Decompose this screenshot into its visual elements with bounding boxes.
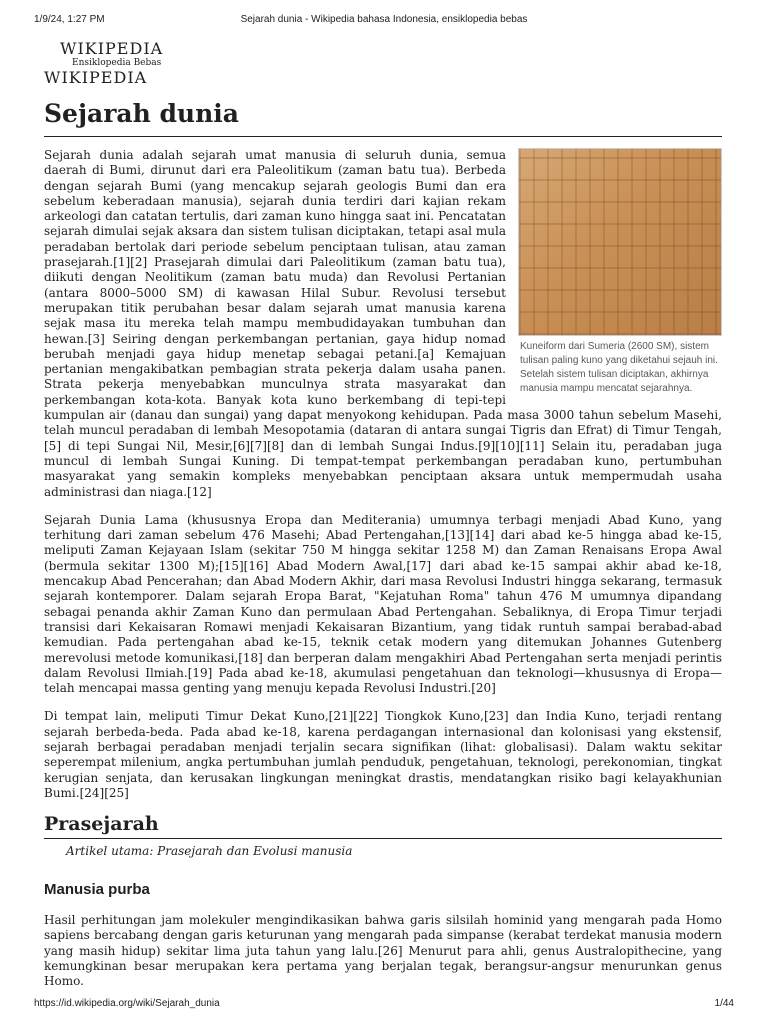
article-paragraph-3: Di tempat lain, meliputi Timur Dekat Kuno,[21][22] Tiongkok Kuno,[23] dan India Kuno, terjadi rentang sejarah berbeda-beda. Pada abad ke-18, karena perdagangan internasional dan kolonisasi yang ekstensif, sejarah berbagai peradaban menjadi terjalin secara signifikan (lihat: globalisasi). Dalam waktu sekitar seperempat milenium, angka pertumbuhan jumlah penduduk, pengetahuan, teknologi, perekonomian, tingkat kerugian senjata, dan kerusakan lingkungan meningkat drastis, mendatangkan risiko bagi kelayakhunian Bumi.[24][25]: [44, 709, 722, 800]
print-url[interactable]: https://id.wikipedia.org/wiki/Sejarah_dunia: [34, 998, 220, 1009]
section-paragraph: Hasil perhitungan jam molekuler mengindikasikan bahwa garis silsilah hominid yang mengarah pada Homo sapiens bercabang dengan garis keturunan yang mengarah pada simpanse (kerabat terdekat manusia modern yang masih hidup) sekitar lima juta tahun yang lalu.[26] Menurut para ahli, genus Australopithecine, yang kemungkinan besar merupakan kera pertama yang berjalan tegak, berangsur-angsur menurunkan genus Homo.: [44, 913, 722, 989]
subsection-heading-manusia-purba: Manusia purba: [44, 881, 150, 898]
wikipedia-logo[interactable]: [44, 39, 164, 87]
wordmark-tagline: Ensiklopedia Bebas: [72, 58, 162, 68]
section-heading-prasejarah: Prasejarah: [44, 810, 722, 839]
print-header: [0, 14, 768, 28]
article-paragraph-1: Sejarah dunia adalah sejarah umat manusia di seluruh dunia, semua daerah di Bumi, dirunut dari era Paleolitikum (zaman batu tua). Berbeda dengan sejarah Bumi (yang mencakup sejarah geologis Bumi dan era sebelum keberadaan manusia), sejarah dunia terdiri dari kajian rekam arkeologi dan catatan tertulis, dari zaman kuno hingga saat ini. Pencatatan sejarah dimulai sejak aksara dan sistem tulisan diciptakan, tetapi asal mula peradaban bertolak dari periode sebelum penciptaan tulisan, atau zaman prasejarah.[1][2] Prasejarah dimulai dari Paleolitikum (zaman batu tua), diikuti dengan Neolitikum (zaman batu muda) dan Revolusi Pertanian (antara 8000–5000 SM) di kawasan Hilal Subur. Revolusi tersebut merupakan titik perubahan besar dalam sejarah umat manusia karena sejak masa itu mereka telah mampu membudidayakan tumbuhan dan hewan.[3] Seiring dengan perkembangan pertanian, gaya hidup nomad berubah menjadi gaya hidup menetap sebagai petani.[a] Kemajuan pertanian mengakibatkan pembagian strata pekerja dalam usaha panen. Strata pekerja menyebabkan munculnya strata masyarakat dan perkembangan kota-kota. Banyak kota kuno berkembang di tepi-tepi kumpulan air (danau dan sungai) yang dapat menyokong kehidupan. Pada masa 3000 tahun sebelum Masehi, telah muncul peradaban di lembah Mesopotamia (dataran di antara sungai Tigris dan Efrat) di Timur Tengah,[5] di tepi Sungai Nil, Mesir,[6][7][8] dan di lembah Sungai Indus.[9][10][11] Selain itu, peradaban juga muncul di lembah Sungai Kuning. Di tempat-tempat perkembangan peradaban kuno, pertumbuhan masyarakat yang semakin kompleks menyebabkan penciptaan aksara untuk mempermudah usaha administrasi dan niaga.[12]: [44, 148, 722, 499]
cuneiform-tablet-image[interactable]: [518, 148, 722, 336]
print-page-title: Sejarah dunia - Wikipedia bahasa Indonesia, ensiklopedia bebas: [240, 14, 528, 25]
thumbnail-caption: Kuneiform dari Sumeria (2600 SM), sistem tulisan paling kuno yang diketahui sejauh ini. Setelah sistem tulisan diciptakan, akhirnya manusia mampu mencatat sejarahnya.: [520, 341, 718, 394]
infobox-thumbnail: [518, 148, 722, 396]
print-footer: [0, 998, 768, 1012]
main-article-hatnote: Artikel utama: Prasejarah dan Evolusi manusia: [66, 844, 353, 858]
article-body: [44, 148, 722, 814]
wordmark-line1: WIKIPEDIA: [60, 39, 164, 58]
page-number: 1/44: [714, 998, 734, 1009]
print-datetime: 1/9/24, 1:27 PM: [34, 14, 105, 25]
page-title: Sejarah dunia: [44, 96, 722, 137]
wordmark-line3: WIKIPEDIA: [44, 68, 148, 87]
article-paragraph-2: Sejarah Dunia Lama (khususnya Eropa dan Mediterania) umumnya terbagi menjadi Abad Kuno, yang terhitung dari zaman sebelum 476 Masehi; Abad Pertengahan,[13][14] dari abad ke-5 hingga abad ke-15, meliputi Zaman Kejayaan Islam (sekitar 750 M hingga sekitar 1258 M) dan Zaman Renaisans Eropa Awal (bermula sekitar 1300 M);[15][16] Abad Modern Awal,[17] dari abad ke-15 sampai akhir abad ke-18, mencakup Abad Pencerahan; dan Abad Modern Akhir, dari masa Revolusi Industri hingga sekarang, termasuk sejarah kontemporer. Dalam sejarah Eropa Barat, "Kejatuhan Roma" tahun 476 M umumnya dipandang sebagai penanda akhir Zaman Kuno dan permulaan Abad Pertengahan. Sebaliknya, di Eropa Timur terjadi transisi dari Kekaisaran Romawi menjadi Kekaisaran Bizantium, yang tidak runtuh sampai berabad-abad kemudian. Pada pertengahan abad ke-15, teknik cetak modern yang ditemukan Johannes Gutenberg merevolusi metode komunikasi,[18] dan berperan dalam mengakhiri Abad Pertengahan serta menjadi perintis dalam Revolusi Ilmiah.[19] Pada abad ke-18, akumulasi pengetahuan dan teknologi—khususnya di Eropa—telah mencapai massa genting yang menuju kepada Revolusi Industri.[20]: [44, 512, 722, 696]
